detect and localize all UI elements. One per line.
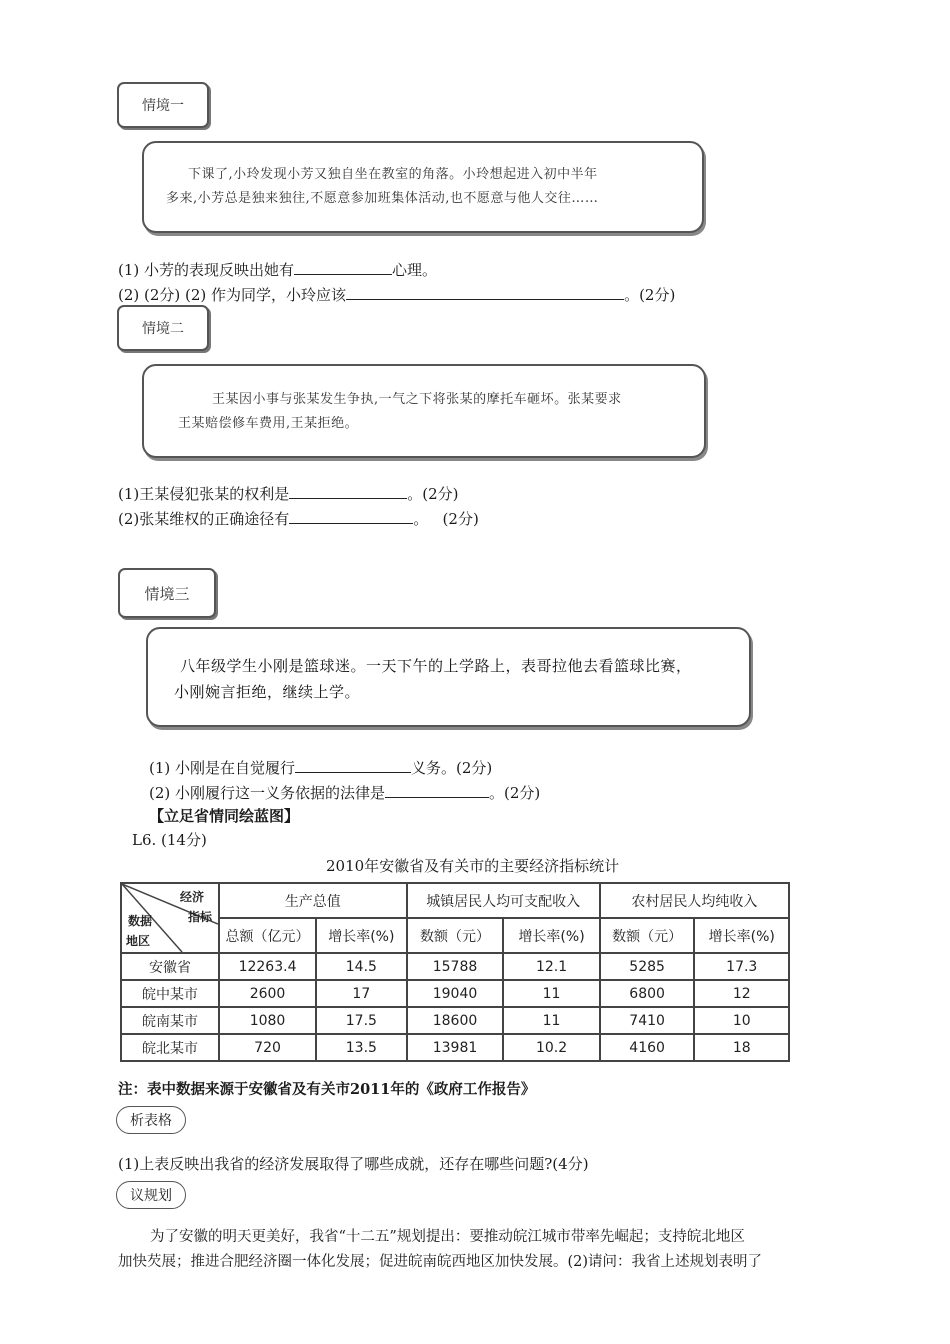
sub-header: 增长率(%) xyxy=(316,918,407,953)
answer-blank[interactable] xyxy=(295,756,411,773)
scenario-2-question-2: (2)张某维权的正确途径有 。 (2分) xyxy=(118,507,479,529)
answer-blank[interactable] xyxy=(294,258,392,275)
data-cell: 12.1 xyxy=(503,953,599,980)
data-cell: 18600 xyxy=(407,1007,504,1034)
group-header: 农村居民人均纯收入 xyxy=(600,883,789,918)
scenario-2-story-line-1: 王某因小事与张某发生争执,一气之下将张某的摩托车砸坏。张某要求 xyxy=(212,392,622,407)
group-header: 城镇居民人均可支配收入 xyxy=(407,883,600,918)
answer-blank[interactable] xyxy=(289,482,407,499)
data-cell: 13.5 xyxy=(316,1034,407,1061)
data-cell: 15788 xyxy=(407,953,504,980)
corner-label-data: 数据 xyxy=(128,914,153,928)
plan-paragraph-line-2: 加快芡展；推进合肥经济圈一体化发展；促进皖南皖西地区加快发展。(2)请问：我省上述规划表明了 xyxy=(118,1254,763,1270)
data-cell: 17.3 xyxy=(694,953,789,980)
group-header: 生产总值 xyxy=(219,883,407,918)
analysis-question: (1)上表反映出我省的经济发展取得了哪些成就，还存在哪些问题?(4分) xyxy=(118,1155,589,1173)
scenario-2-story-box xyxy=(142,364,706,458)
sub-header: 数额（元） xyxy=(407,918,504,953)
sub-header: 增长率(%) xyxy=(694,918,789,953)
region-cell: 皖南某市 xyxy=(121,1007,219,1034)
scenario-2-tag-label: 情境二 xyxy=(142,321,184,337)
question-16-label: L6. (14分) xyxy=(132,831,207,849)
scenario-3-tag-label: 情境三 xyxy=(144,584,190,603)
scenario-3-story-box xyxy=(146,627,751,727)
data-cell: 6800 xyxy=(600,980,695,1007)
analyze-table-badge xyxy=(116,1106,186,1134)
table-row xyxy=(121,953,789,980)
corner-label-indicator: 经济 xyxy=(180,890,205,904)
data-cell: 17.5 xyxy=(316,1007,407,1034)
sub-header: 增长率(%) xyxy=(503,918,599,953)
scenario-1-story-line-2: 多来,小芳总是独来独往,不愿意参加班集体活动,也不愿意与他人交往…… xyxy=(166,191,599,206)
table-corner-cell xyxy=(121,883,219,953)
scenario-1-story-line-1: 下课了,小玲发现小芳又独自坐在教室的角落。小玲想起进入初中半年 xyxy=(188,167,598,182)
data-cell: 19040 xyxy=(407,980,504,1007)
data-cell: 17 xyxy=(316,980,407,1007)
scenario-1-tag-label: 情境一 xyxy=(142,98,184,114)
discuss-plan-badge xyxy=(116,1181,186,1209)
sub-header: 总额（亿元） xyxy=(219,918,316,953)
scenario-1-question-1: (1) 小芳的表现反映出她有 心理。 xyxy=(118,258,437,280)
table-title: 2010年安徽省及有关市的主要经济指标统计 xyxy=(326,857,620,875)
table-row xyxy=(121,1007,789,1034)
scenario-1-question-2: (2) (2分) (2) 作为同学，小玲应该 。(2分) xyxy=(118,283,675,305)
data-cell: 4160 xyxy=(600,1034,695,1061)
scenario-3-question-1: (1) 小刚是在自觉履行 义务。(2分) xyxy=(149,756,492,778)
section-heading: 【立足省情同绘蓝图】 xyxy=(149,807,300,825)
answer-blank[interactable] xyxy=(346,283,624,300)
discuss-plan-badge-label: 议规划 xyxy=(130,1188,172,1204)
corner-label-indicator-2: 指标 xyxy=(188,910,213,924)
region-cell: 皖中某市 xyxy=(121,980,219,1007)
sub-header: 数额（元） xyxy=(600,918,695,953)
data-cell: 2600 xyxy=(219,980,316,1007)
scenario-3-story-line-1: 八年级学生小刚是篮球迷。一天下午的上学路上，表哥拉他去看篮球比赛， xyxy=(180,657,692,675)
scenario-2-tag xyxy=(117,305,209,351)
answer-blank[interactable] xyxy=(385,781,489,798)
region-cell: 皖北某市 xyxy=(121,1034,219,1061)
data-cell: 720 xyxy=(219,1034,316,1061)
plan-paragraph-line-1: 为了安徽的明天更美好，我省“十二五”规划提出：要推动皖江城市带率先崛起；支持皖北地区 xyxy=(150,1229,745,1245)
scenario-3-story-line-2: 小刚婉言拒绝，继续上学。 xyxy=(174,683,361,701)
economic-indicator-table xyxy=(120,882,790,1062)
data-cell: 5285 xyxy=(600,953,695,980)
data-cell: 10.2 xyxy=(503,1034,599,1061)
table-source-note: 注：表中数据来源于安徽省及有关市2011年的《政府工作报告》 xyxy=(118,1081,536,1098)
data-cell: 1080 xyxy=(219,1007,316,1034)
scenario-3-question-2: (2) 小刚履行这一义务依据的法律是 。(2分) xyxy=(149,781,540,803)
table-row xyxy=(121,980,789,1007)
corner-label-region: 地区 xyxy=(126,934,151,948)
data-cell: 10 xyxy=(694,1007,789,1034)
data-cell: 12 xyxy=(694,980,789,1007)
data-cell: 11 xyxy=(503,980,599,1007)
data-cell: 12263.4 xyxy=(219,953,316,980)
scenario-1-tag xyxy=(117,82,209,128)
region-cell: 安徽省 xyxy=(121,953,219,980)
table-row xyxy=(121,1034,789,1061)
data-cell: 14.5 xyxy=(316,953,407,980)
scenario-2-story-line-2: 王某赔偿修车费用,王某拒绝。 xyxy=(178,416,359,431)
answer-blank[interactable] xyxy=(289,507,413,524)
analyze-table-badge-label: 析表格 xyxy=(130,1113,172,1129)
data-cell: 7410 xyxy=(600,1007,695,1034)
scenario-3-tag xyxy=(118,568,216,618)
scenario-2-question-1: (1)王某侵犯张某的权利是 。(2分) xyxy=(118,482,459,504)
data-cell: 13981 xyxy=(407,1034,504,1061)
scenario-1-story-box xyxy=(142,141,704,233)
data-cell: 18 xyxy=(694,1034,789,1061)
data-cell: 11 xyxy=(503,1007,599,1034)
